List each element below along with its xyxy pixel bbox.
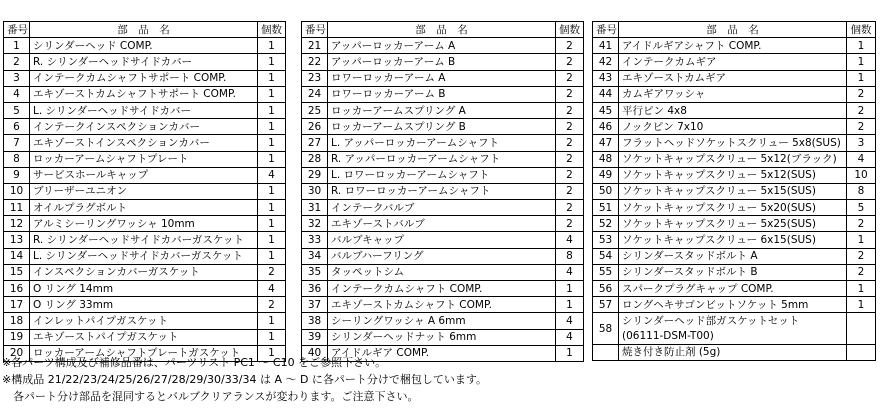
part-number: 53 [593, 232, 619, 248]
part-qty: 2 [556, 102, 584, 118]
part-name: バルブハーフリング [328, 248, 556, 264]
table-row [302, 38, 584, 54]
part-name: ソケットキャップスクリュー 5x12(SUS) [619, 167, 847, 183]
part-qty: 5 [847, 200, 876, 216]
part-qty: 2 [258, 264, 286, 280]
table-row [302, 119, 584, 135]
part-number: 57 [593, 297, 619, 313]
note-line: ※構成品 21/22/23/24/25/26/27/28/29/30/33/34 は A ～ D に各パート分けで梱包しています。 [2, 373, 488, 386]
part-name: ロングヘキサゴンビットソケット 5mm [619, 297, 847, 313]
part-name: R. ロワーロッカーアームシャフト [328, 183, 556, 199]
table-row [4, 86, 286, 102]
part-name: ソケットキャップスクリュー 6x15(SUS) [619, 232, 847, 248]
part-number: 41 [593, 38, 619, 54]
part-name: アッパーロッカーアーム B [328, 54, 556, 70]
part-qty: 2 [556, 119, 584, 135]
part-qty: 2 [556, 200, 584, 216]
part-number [593, 344, 619, 360]
part-number: 51 [593, 200, 619, 216]
part-qty: 1 [556, 281, 584, 297]
part-name: アルミシーリングワッシャ 10mm [30, 216, 258, 232]
part-name: シリンダーヘッドナット 6mm [328, 329, 556, 345]
part-qty: 8 [847, 183, 876, 199]
part-name: 平行ピン 4x8 [619, 102, 847, 118]
part-qty: 2 [556, 70, 584, 86]
table-row [593, 102, 876, 118]
table-row [302, 70, 584, 86]
part-qty: 2 [556, 151, 584, 167]
table-row [593, 248, 876, 264]
part-qty: 1 [258, 200, 286, 216]
part-name: シリンダースタッドボルト B [619, 264, 847, 280]
part-qty: 2 [847, 86, 876, 102]
table-row [4, 216, 286, 232]
part-qty: 2 [847, 264, 876, 280]
part-number: 12 [4, 216, 30, 232]
table-row [302, 329, 584, 345]
part-qty [847, 313, 876, 344]
part-qty: 2 [847, 248, 876, 264]
part-name: L. シリンダーヘッドサイドカバーガスケット [30, 248, 258, 264]
part-qty: 8 [556, 248, 584, 264]
part-number: 21 [302, 38, 328, 54]
part-qty: 1 [258, 151, 286, 167]
part-name: アイドルギアシャフト COMP. [619, 38, 847, 54]
part-number: 7 [4, 135, 30, 151]
part-qty: 1 [847, 70, 876, 86]
part-name: O リング 33mm [30, 297, 258, 313]
header-qty: 個数 [258, 22, 286, 38]
part-number: 16 [4, 281, 30, 297]
table-row [593, 183, 876, 199]
part-number: 52 [593, 216, 619, 232]
table-row [302, 151, 584, 167]
part-qty: 1 [258, 70, 286, 86]
part-name: エキゾーストインスペクションカバー [30, 135, 258, 151]
part-qty: 1 [258, 345, 286, 361]
table-row [302, 216, 584, 232]
header-name: 部 品 名 [30, 22, 258, 38]
part-number: 19 [4, 329, 30, 345]
part-name: L. アッパーロッカーアームシャフト [328, 135, 556, 151]
part-name: ロッカーアームシャフトプレートガスケット [30, 345, 258, 361]
part-number: 25 [302, 102, 328, 118]
table-row [302, 297, 584, 313]
part-qty: 3 [847, 135, 876, 151]
table-row [593, 54, 876, 70]
table-row [4, 38, 286, 54]
part-name: オイルプラグボルト [30, 200, 258, 216]
part-number: 38 [302, 313, 328, 329]
table-row [4, 119, 286, 135]
part-number: 10 [4, 183, 30, 199]
part-name: ロワーロッカーアーム A [328, 70, 556, 86]
part-qty: 1 [556, 297, 584, 313]
table-row [302, 281, 584, 297]
part-name: インテークインスペクションカバー [30, 119, 258, 135]
part-number: 2 [4, 54, 30, 70]
table-header-row [593, 22, 876, 38]
table-row [593, 232, 876, 248]
table-row [593, 135, 876, 151]
table-row [593, 119, 876, 135]
part-number: 49 [593, 167, 619, 183]
part-qty: 2 [556, 216, 584, 232]
part-name: フラットヘッドソケットスクリュー 5x8(SUS) [619, 135, 847, 151]
part-number: 24 [302, 86, 328, 102]
part-name: シリンダーヘッド COMP. [30, 38, 258, 54]
part-number: 22 [302, 54, 328, 70]
table-row [302, 167, 584, 183]
part-number: 36 [302, 281, 328, 297]
part-name: インテークカムシャフトサポート COMP. [30, 70, 258, 86]
header-num: 番号 [4, 22, 30, 38]
part-number: 20 [4, 345, 30, 361]
part-name: ロッカーアームシャフトプレート [30, 151, 258, 167]
part-number: 4 [4, 86, 30, 102]
part-number: 11 [4, 200, 30, 216]
header-num: 番号 [593, 22, 619, 38]
header-name: 部 品 名 [328, 22, 556, 38]
part-qty: 1 [258, 102, 286, 118]
part-name: シリンダーヘッド部ガスケットセット [619, 313, 847, 329]
table-row [4, 329, 286, 345]
part-name: シリンダースタッドボルト A [619, 248, 847, 264]
table-row [593, 200, 876, 216]
part-qty: 1 [847, 281, 876, 297]
table-row [593, 344, 876, 360]
table-row [302, 135, 584, 151]
part-qty: 2 [847, 119, 876, 135]
part-name: インスペクションカバーガスケット [30, 264, 258, 280]
part-qty: 2 [556, 135, 584, 151]
table-header-row [4, 22, 286, 38]
part-qty [847, 344, 876, 360]
part-qty: 2 [556, 38, 584, 54]
part-number: 29 [302, 167, 328, 183]
part-name: ロッカーアームスプリング B [328, 119, 556, 135]
table-row [593, 70, 876, 86]
table-row [4, 248, 286, 264]
table-row [4, 297, 286, 313]
parts-table-3 [592, 21, 876, 361]
part-qty: 4 [258, 281, 286, 297]
part-qty: 1 [258, 329, 286, 345]
part-qty: 4 [556, 313, 584, 329]
part-qty: 2 [556, 54, 584, 70]
part-number: 50 [593, 183, 619, 199]
part-name: シーリングワッシャ A 6mm [328, 313, 556, 329]
part-name: エキゾーストカムシャフト COMP. [328, 297, 556, 313]
table-row [4, 232, 286, 248]
part-qty: 2 [847, 216, 876, 232]
part-number: 14 [4, 248, 30, 264]
part-name: エキゾーストバルブ [328, 216, 556, 232]
part-name: インテークカムシャフト COMP. [328, 281, 556, 297]
part-number: 13 [4, 232, 30, 248]
table-row [593, 151, 876, 167]
part-name: インテークカムギア [619, 54, 847, 70]
parts-table-1 [3, 21, 286, 362]
header-name: 部 品 名 [619, 22, 847, 38]
table-row [4, 135, 286, 151]
part-number: 37 [302, 297, 328, 313]
part-qty: 10 [847, 167, 876, 183]
part-number: 55 [593, 264, 619, 280]
table-row [4, 70, 286, 86]
part-name: R. シリンダーヘッドサイドカバーガスケット [30, 232, 258, 248]
table-header-row [302, 22, 584, 38]
table-row [302, 200, 584, 216]
part-qty: 4 [556, 329, 584, 345]
part-qty: 4 [847, 151, 876, 167]
part-name: サービスホールキャップ [30, 167, 258, 183]
part-name: ソケットキャップスクリュー 5x20(SUS) [619, 200, 847, 216]
part-number: 45 [593, 102, 619, 118]
part-qty: 1 [258, 86, 286, 102]
part-number: 1 [4, 38, 30, 54]
part-qty: 1 [258, 232, 286, 248]
part-qty: 1 [258, 38, 286, 54]
table-row [4, 281, 286, 297]
note-line: ※各パーツ構成及び補修品番は、パーツリスト PC1 ～ C10 をご参照下さい。 [2, 356, 387, 369]
part-name: R. シリンダーヘッドサイドカバー [30, 54, 258, 70]
part-number: 46 [593, 119, 619, 135]
part-qty: 1 [258, 216, 286, 232]
part-qty: 4 [556, 232, 584, 248]
table-row [302, 232, 584, 248]
part-qty: 4 [556, 264, 584, 280]
part-name: 焼き付き防止剤 (5g) [619, 344, 847, 360]
part-number: 17 [4, 297, 30, 313]
part-number: 39 [302, 329, 328, 345]
parts-table-2 [301, 21, 584, 362]
part-qty: 1 [556, 345, 584, 361]
part-number: 15 [4, 264, 30, 280]
table-row [593, 38, 876, 54]
part-name: ノックピン 7x10 [619, 119, 847, 135]
table-row [593, 86, 876, 102]
table-row [302, 102, 584, 118]
part-qty: 1 [847, 54, 876, 70]
part-name: タッペットシム [328, 264, 556, 280]
part-name-code: (06111-DSM-T00) [619, 329, 847, 345]
part-number: 30 [302, 183, 328, 199]
part-number: 27 [302, 135, 328, 151]
table-row [4, 151, 286, 167]
part-number: 56 [593, 281, 619, 297]
part-number: 6 [4, 119, 30, 135]
table-row [302, 313, 584, 329]
table-row [593, 216, 876, 232]
part-name: スパークプラグキャップ COMP. [619, 281, 847, 297]
part-name: エキゾーストパイプガスケット [30, 329, 258, 345]
part-qty: 1 [258, 248, 286, 264]
part-number: 3 [4, 70, 30, 86]
notes [2, 354, 487, 405]
part-qty: 1 [258, 135, 286, 151]
part-name: ソケットキャップスクリュー 5x12(ブラック) [619, 151, 847, 167]
table-row [4, 200, 286, 216]
part-number: 48 [593, 151, 619, 167]
part-name: ロッカーアームスプリング A [328, 102, 556, 118]
table-row [593, 329, 876, 345]
table-row [302, 86, 584, 102]
part-number: 18 [4, 313, 30, 329]
part-number: 8 [4, 151, 30, 167]
part-name: L. ロワーロッカーアームシャフト [328, 167, 556, 183]
part-number: 34 [302, 248, 328, 264]
part-qty: 2 [556, 183, 584, 199]
table-row [593, 297, 876, 313]
part-name: ソケットキャップスクリュー 5x25(SUS) [619, 216, 847, 232]
part-number: 23 [302, 70, 328, 86]
part-number: 44 [593, 86, 619, 102]
part-name: R. アッパーロッカーアームシャフト [328, 151, 556, 167]
part-name: エキゾーストカムシャフトサポート COMP. [30, 86, 258, 102]
part-name: ロワーロッカーアーム B [328, 86, 556, 102]
table-row [4, 264, 286, 280]
part-name: バルブキャップ [328, 232, 556, 248]
table-row [4, 102, 286, 118]
part-qty: 1 [847, 232, 876, 248]
part-qty: 2 [847, 102, 876, 118]
part-qty: 1 [258, 183, 286, 199]
part-name: エキゾーストカムギア [619, 70, 847, 86]
note-line: 各パート分け部品を混同するとバルブクリアランスが変わります。ご注意下さい。 [2, 390, 419, 403]
part-number: 33 [302, 232, 328, 248]
part-number: 43 [593, 70, 619, 86]
part-name: O リング 14mm [30, 281, 258, 297]
part-number: 5 [4, 102, 30, 118]
table-row [302, 264, 584, 280]
part-number: 31 [302, 200, 328, 216]
table-row [4, 183, 286, 199]
part-qty: 2 [556, 167, 584, 183]
part-name: インテークバルブ [328, 200, 556, 216]
part-name: アッパーロッカーアーム A [328, 38, 556, 54]
part-qty: 1 [847, 297, 876, 313]
part-number: 9 [4, 167, 30, 183]
part-number: 28 [302, 151, 328, 167]
part-qty: 2 [258, 297, 286, 313]
part-name: ブリーザーユニオン [30, 183, 258, 199]
part-qty: 1 [258, 313, 286, 329]
part-number: 42 [593, 54, 619, 70]
part-name: ソケットキャップスクリュー 5x15(SUS) [619, 183, 847, 199]
part-name: インレットパイプガスケット [30, 313, 258, 329]
header-qty: 個数 [556, 22, 584, 38]
table-row [302, 248, 584, 264]
part-number: 32 [302, 216, 328, 232]
header-qty: 個数 [847, 22, 876, 38]
part-number: 47 [593, 135, 619, 151]
part-number: 58 [593, 313, 619, 344]
table-row [593, 313, 876, 329]
table-row [593, 167, 876, 183]
part-number: 26 [302, 119, 328, 135]
part-number: 54 [593, 248, 619, 264]
part-number: 35 [302, 264, 328, 280]
table-row [4, 313, 286, 329]
table-row [4, 54, 286, 70]
part-name: アイドルギア COMP. [328, 345, 556, 361]
part-number: 40 [302, 345, 328, 361]
part-name: L. シリンダーヘッドサイドカバー [30, 102, 258, 118]
part-qty: 2 [556, 86, 584, 102]
table-row [4, 167, 286, 183]
part-qty: 1 [847, 38, 876, 54]
part-qty: 1 [258, 119, 286, 135]
table-row [593, 281, 876, 297]
table-row [302, 183, 584, 199]
header-num: 番号 [302, 22, 328, 38]
table-row [593, 264, 876, 280]
table-row [302, 54, 584, 70]
part-qty: 1 [258, 54, 286, 70]
part-qty: 4 [258, 167, 286, 183]
part-name: カムギアワッシャ [619, 86, 847, 102]
